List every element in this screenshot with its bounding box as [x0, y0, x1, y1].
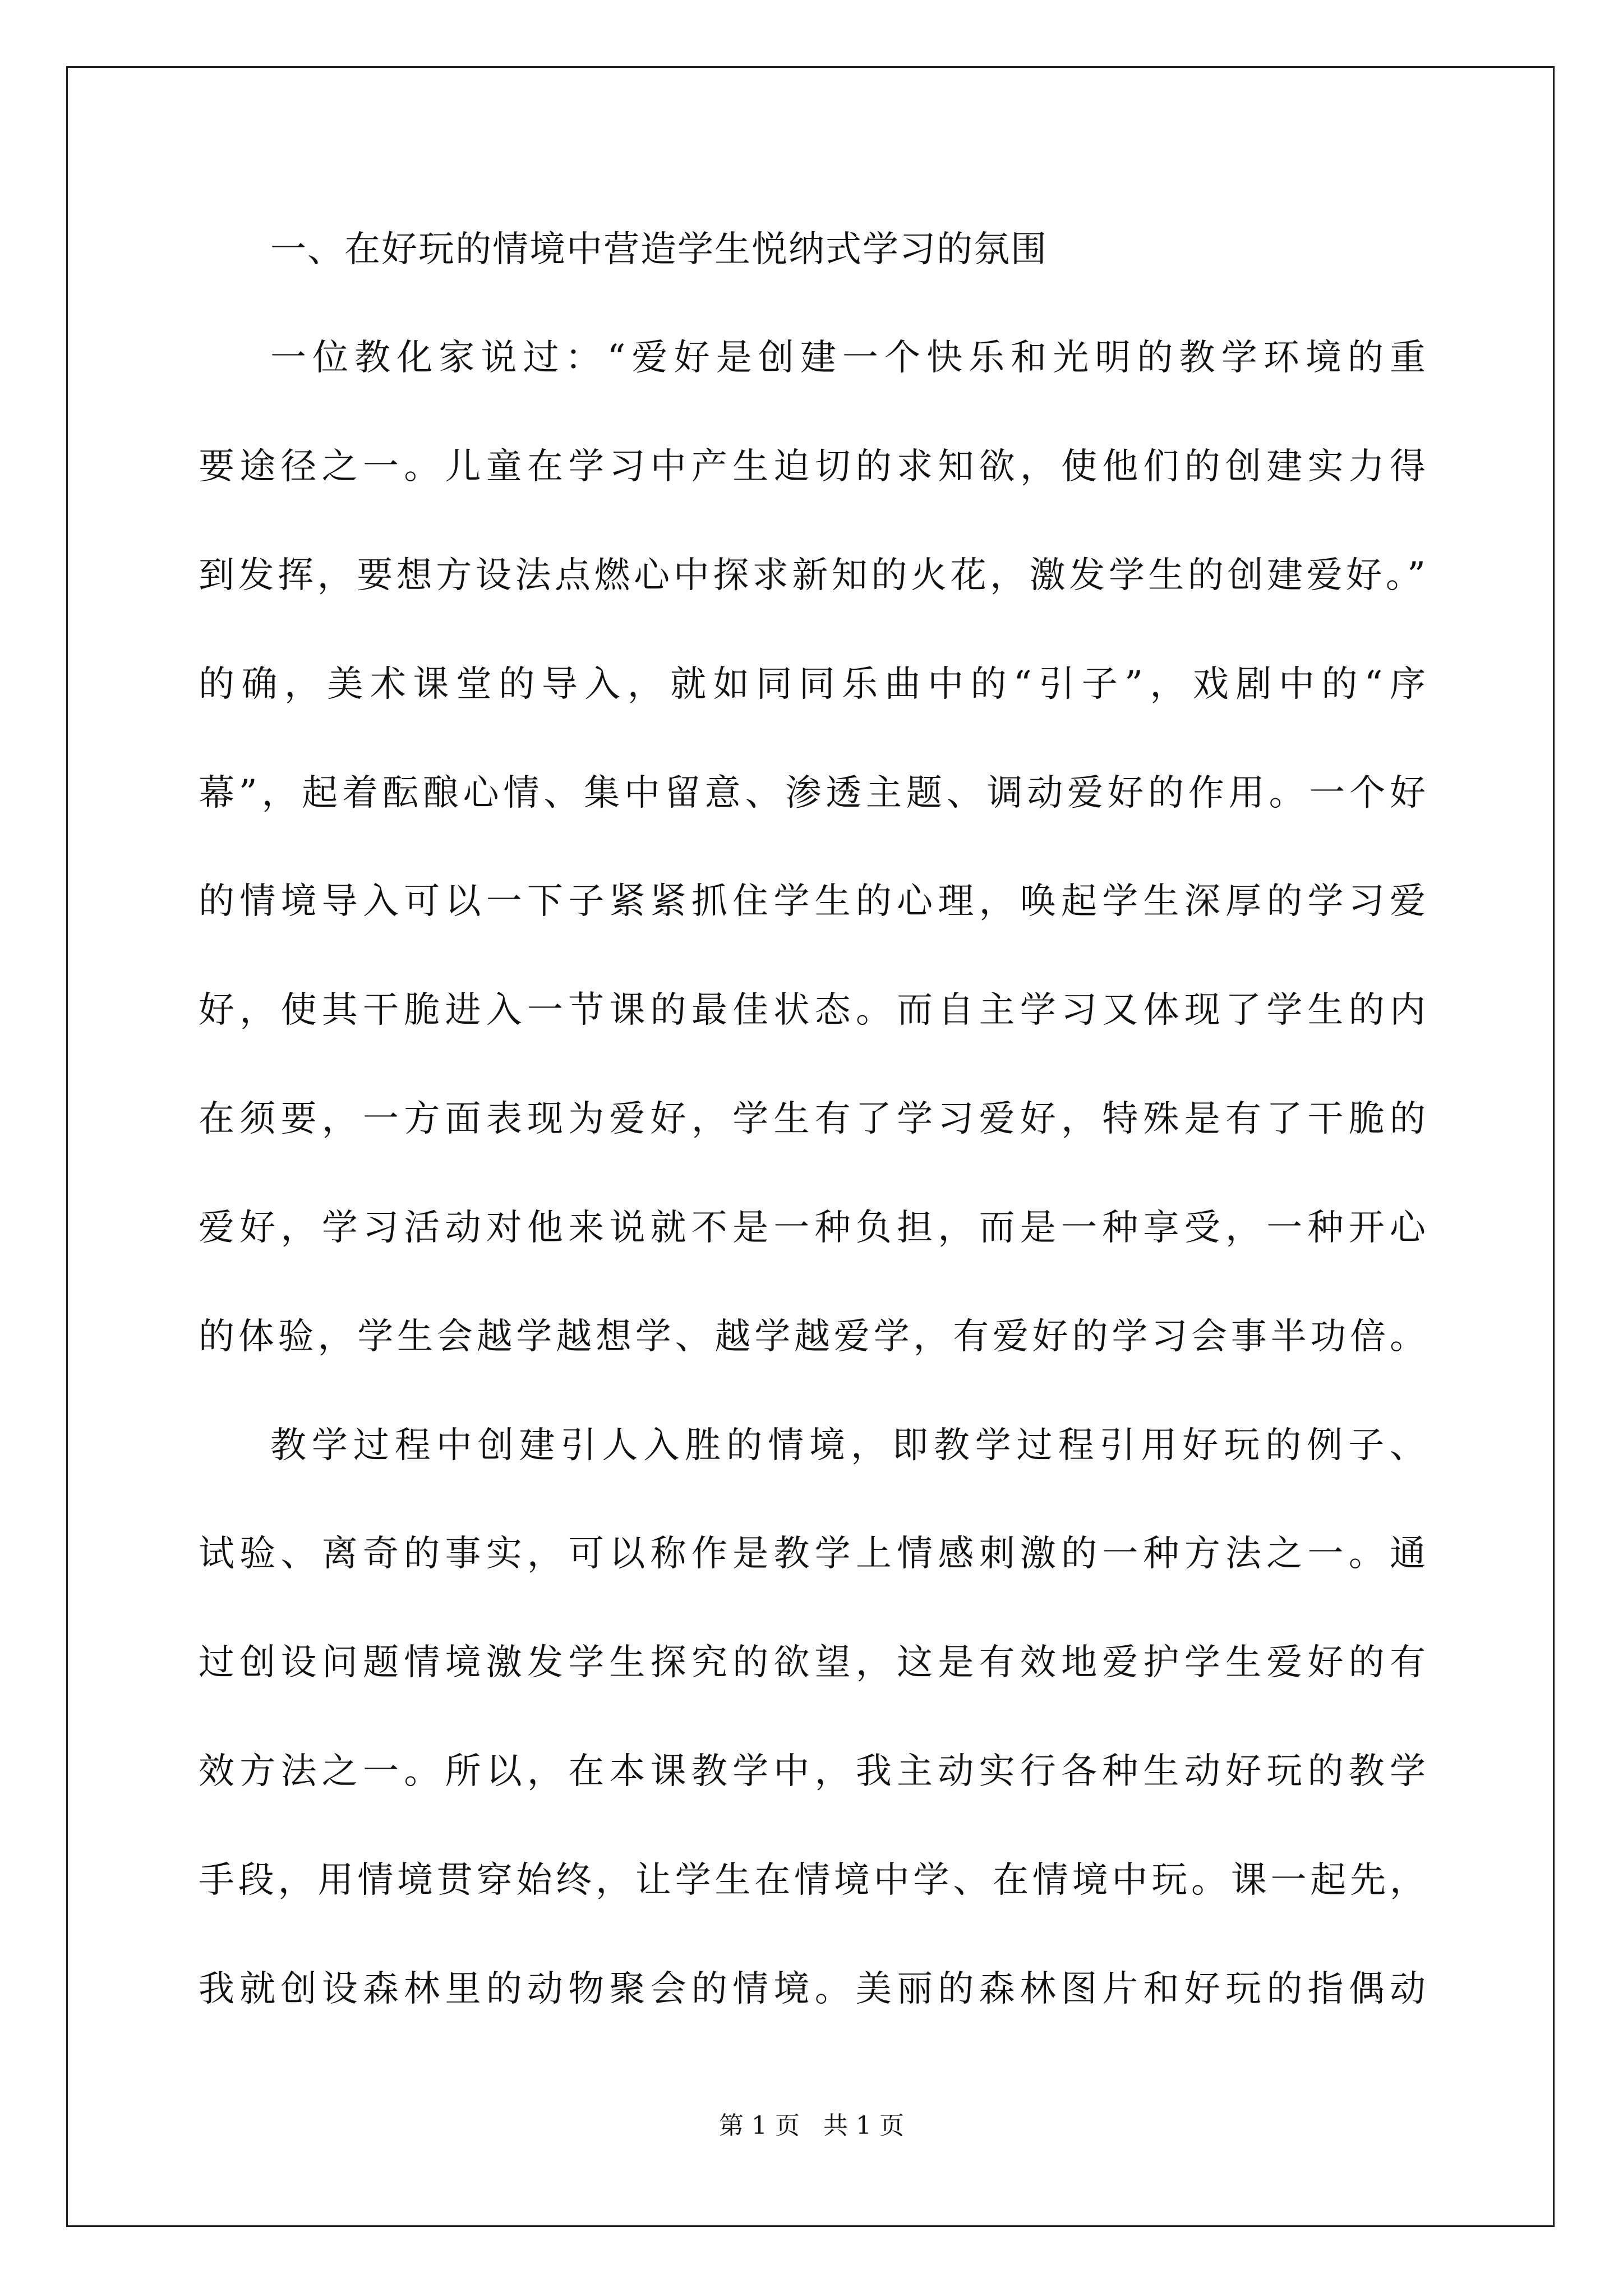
paragraph-line: 在须要，一方面表现为爱好，学生有了学习爱好，特殊是有了干脆的 [199, 1098, 1427, 1140]
paragraph-line: 手段，用情境贯穿始终，让学生在情境中学、在情境中玩。课一起先， [199, 1860, 1427, 1901]
page-footer: 第 1 页 共 1 页 [719, 2111, 904, 2140]
paragraph-line: 效方法之一。所以，在本课教学中，我主动实行各种生动好玩的教学 [199, 1751, 1427, 1792]
paragraph-line: 我就创设森林里的动物聚会的情境。美丽的森林图片和好玩的指偶动 [199, 1968, 1427, 2010]
paragraph-line: 的体验，学生会越学越想学、越学越爱学，有爱好的学习会事半功倍。 [199, 1316, 1427, 1358]
section-heading: 一、在好玩的情境中营造学生悦纳式学习的氛围 [270, 229, 1048, 270]
paragraph-line: 的情境导入可以一下子紧紧抓住学生的心理，唤起学生深厚的学习爱 [199, 881, 1427, 922]
paragraph-line: 的确，美术课堂的导入，就如同同乐曲中的“引子”，戏剧中的“序 [199, 664, 1427, 705]
paragraph-line: 教学过程中创建引人入胜的情境，即教学过程引用好玩的例子、 [270, 1425, 1427, 1466]
paragraph-line: 试验、离奇的事实，可以称作是教学上情感刺激的一种方法之一。通 [199, 1533, 1427, 1575]
paragraph-line: 爱好，学习活动对他来说就不是一种负担，而是一种享受，一种开心 [199, 1207, 1427, 1249]
paragraph-line: 过创设问题情境激发学生探究的欲望，这是有效地爱护学生爱好的有 [199, 1642, 1427, 1683]
paragraph-line: 幕”，起着酝酿心情、集中留意、渗透主题、调动爱好的作用。一个好 [199, 772, 1427, 814]
paragraph-line: 好，使其干脆进入一节课的最佳状态。而自主学习又体现了学生的内 [199, 990, 1427, 1031]
paragraph-line: 到发挥，要想方设法点燃心中探求新知的火花，激发学生的创建爱好。” [199, 555, 1427, 596]
paragraph-line: 要途径之一。儿童在学习中产生迫切的求知欲，使他们的创建实力得 [199, 446, 1427, 487]
paragraph-line: 一位教化家说过：“爱好是创建一个快乐和光明的教学环境的重 [270, 337, 1427, 379]
